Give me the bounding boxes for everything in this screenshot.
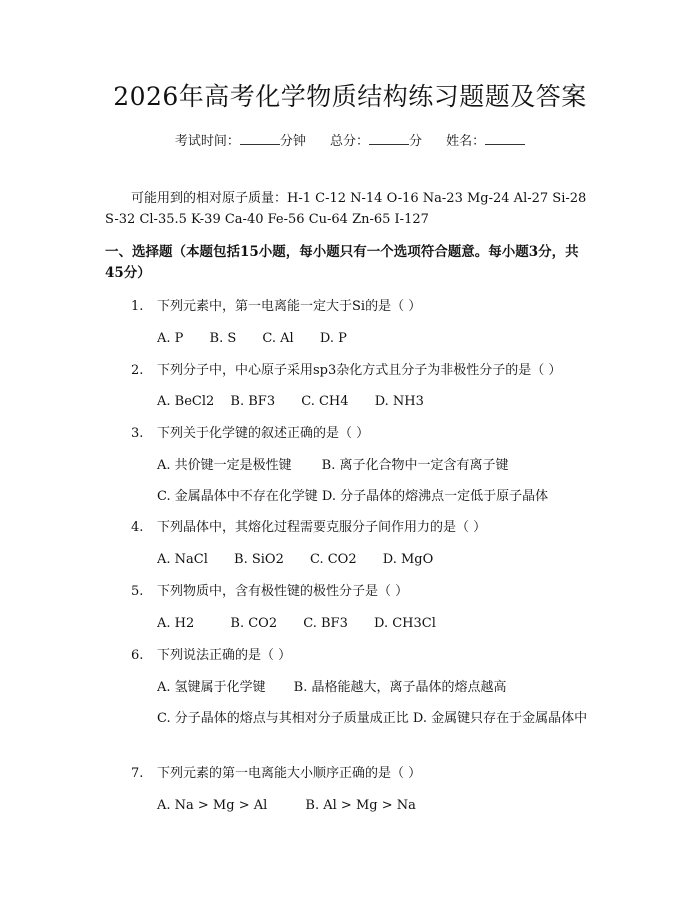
total-score: [330, 134, 426, 149]
option-b: B. BF3: [230, 394, 276, 409]
option-c: C. Al: [262, 331, 294, 346]
option-d: D. P: [319, 331, 347, 346]
question-number: 5.: [131, 584, 144, 599]
question-5: [131, 582, 601, 602]
document-title: 2026年高考化学物质结构练习题题及答案: [113, 82, 587, 111]
question-number: 7.: [131, 766, 144, 781]
question-4: [131, 518, 601, 538]
question-text: 下列元素的第一电离能大小顺序正确的是（ ）: [157, 766, 422, 781]
option-a: A. BeCl2: [157, 394, 215, 409]
question-text: 下列分子中，中心原子采用sp3杂化方式且分子为非极性分子的是（ ）: [157, 363, 562, 378]
option-c: C. BF3: [303, 616, 348, 631]
option-d: D. CH3Cl: [373, 616, 436, 631]
question-1-options: [157, 329, 369, 349]
question-number: 4.: [131, 520, 144, 535]
option-b: B. 晶格能越大，离子晶体的熔点越高: [293, 680, 507, 695]
student-name-blank: [485, 131, 525, 145]
question-number: 3.: [131, 426, 144, 441]
exam-time: [175, 134, 310, 149]
option-a: A. NaCl: [157, 552, 208, 567]
question-text: 下列晶体中，其熔化过程需要克服分子间作用力的是（ ）: [157, 520, 487, 535]
question-6: [131, 646, 601, 666]
question-2-options: [157, 392, 446, 412]
exam-time-label: 考试时间：: [174, 134, 240, 149]
question-7-options: [157, 796, 438, 816]
atomic-mass-note: 可能用到的相对原子质量：H-1 C-12 N-14 O-16 Na-23 Mg-24 Al-27 Si-28 S-32 Cl-35.5 K-39 Ca-40 Fe-56 Cu-64 Zn-65 I-127: [105, 191, 587, 227]
question-text: 下列物质中，含有极性键的极性分子是（ ）: [157, 584, 409, 599]
option-b: B. Al > Mg > Na: [305, 798, 416, 813]
question-6-options-line-2: C. 分子晶体的熔点与其相对分子质量成正比 D. 金属键只存在于金属晶体中: [157, 711, 588, 726]
option-d: D. MgO: [382, 552, 434, 567]
question-7: [131, 764, 601, 784]
option-a: A. 氢键属于化学键: [157, 680, 266, 695]
exam-info-line: [0, 131, 700, 152]
option-a: A. H2: [157, 616, 195, 631]
question-3-options-line-1: [157, 456, 508, 476]
total-score-unit: 分: [409, 134, 423, 149]
question-text: 下列元素中，第一电离能一定大于Si的是（ ）: [157, 299, 422, 314]
option-a: A. 共价键一定是极性键: [157, 458, 292, 473]
student-name-label: 姓名：: [446, 134, 486, 149]
exam-time-unit: 分钟: [279, 134, 306, 149]
question-4-options: [157, 550, 455, 570]
option-b: B. SiO2: [234, 552, 284, 567]
option-a: A. P: [157, 331, 184, 346]
question-number: 2.: [131, 363, 144, 378]
question-5-options: [157, 614, 458, 634]
exam-time-blank: [240, 131, 280, 145]
option-b: B. CO2: [230, 616, 278, 631]
option-c: C. CH4: [301, 394, 349, 409]
question-text: 下列关于化学键的叙述正确的是（ ）: [157, 426, 370, 441]
total-score-label: 总分：: [329, 134, 369, 149]
option-c: C. 金属晶体中不存在化学键: [157, 489, 318, 504]
option-b: B. 离子化合物中一定含有离子键: [321, 458, 509, 473]
question-3: [131, 424, 601, 444]
option-b: B. S: [209, 331, 237, 346]
question-3-options-line-2: [157, 487, 548, 507]
section-title: 一、选择题（本题包括15小题，每小题只有一个选项符合题意。每小题3分，共45分）: [105, 244, 579, 281]
option-a: A. Na > Mg > Al: [157, 798, 268, 813]
question-6-options-line-1: [157, 678, 506, 698]
option-d: D. 分子晶体的熔沸点一定低于原子晶体: [321, 489, 549, 504]
option-c: C. CO2: [309, 552, 357, 567]
total-score-blank: [369, 131, 409, 145]
question-2: [131, 361, 601, 381]
question-1: [131, 297, 601, 317]
question-text: 下列说法正确的是（ ）: [157, 648, 292, 663]
student-name: [446, 134, 525, 149]
question-number: 1.: [131, 299, 144, 314]
option-d: D. NH3: [374, 394, 424, 409]
question-number: 6.: [131, 648, 144, 663]
